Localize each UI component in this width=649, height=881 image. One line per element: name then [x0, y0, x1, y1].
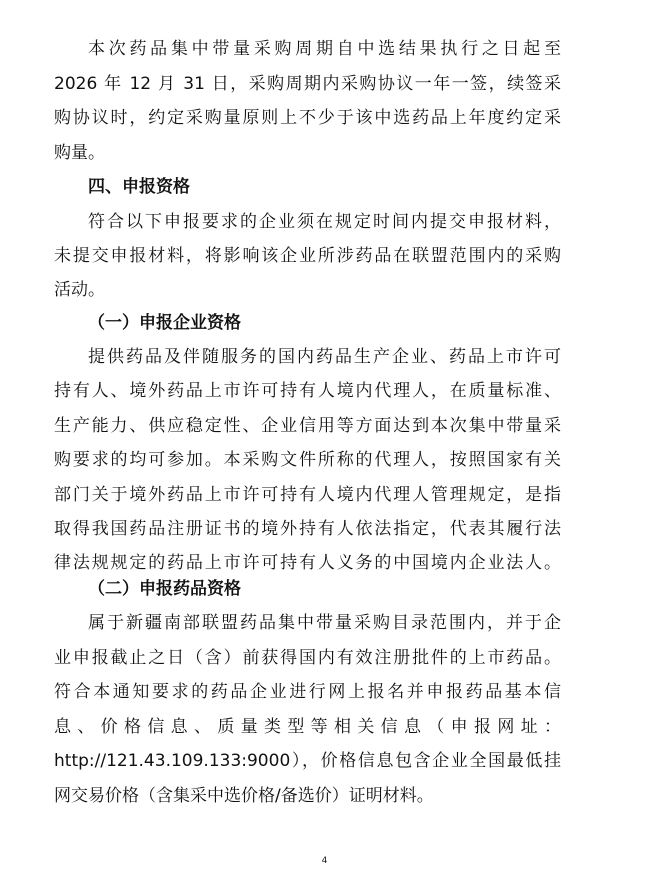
section-heading: 四、申报资格	[88, 177, 190, 197]
paragraph-2-line-2: 未提交申报材料，将影响该企业所涉药品在联盟范围内的采购	[54, 246, 561, 266]
paragraph-3-line-3: 生产能力、供应稳定性、企业信用等方面达到本次集中带量采	[54, 416, 561, 436]
subsection-heading-drug: （二）申报药品资格	[88, 579, 241, 599]
paragraph-1-line-1: 本次药品集中带量采购周期自中选结果执行之日起至	[88, 39, 561, 59]
paragraph-4-line-2: 业申报截止之日（含）前获得国内有效注册批件的上市药品。	[54, 648, 561, 668]
paragraph-4-line-1: 属于新疆南部联盟药品集中带量采购目录范围内，并于企	[88, 613, 561, 633]
paragraph-3-line-6: 取得我国药品注册证书的境外持有人依法指定，代表其履行法	[54, 519, 561, 539]
paragraph-2-line-3: 活动。	[54, 280, 105, 300]
paragraph-4-line-4: 息、价格信息、质量类型等相关信息（申报网址：	[54, 717, 561, 737]
paragraph-1-line-4: 购量。	[54, 143, 105, 163]
paragraph-1-line-3: 购协议时，约定采购量原则上不少于该中选药品上年度约定采	[54, 108, 561, 128]
paragraph-3-line-2: 持有人、境外药品上市许可持有人境内代理人，在质量标准、	[54, 381, 561, 401]
paragraph-3-line-1: 提供药品及伴随服务的国内药品生产企业、药品上市许可	[88, 347, 561, 367]
paragraph-3-line-4: 购要求的均可参加。本采购文件所称的代理人，按照国家有关	[54, 450, 561, 470]
subsection-heading-enterprise: （一）申报企业资格	[88, 313, 241, 333]
paragraph-1-line-2: 2026 年 12 月 31 日，采购周期内采购协议一年一签，续签采	[54, 74, 561, 94]
paragraph-4-line-5: http://121.43.109.133:9000），价格信息包含企业全国最低挂	[54, 751, 561, 771]
paragraph-3-line-7: 律法规规定的药品上市许可持有人义务的中国境内企业法人。	[54, 553, 561, 573]
paragraph-4-line-3: 符合本通知要求的药品企业进行网上报名并申报药品基本信	[54, 682, 561, 702]
page-number: 4	[321, 856, 328, 866]
paragraph-4-line-6: 网交易价格（含集采中选价格/备选价）证明材料。	[54, 786, 434, 806]
paragraph-3-line-5: 部门关于境外药品上市许可持有人境内代理人管理规定，是指	[54, 485, 561, 505]
paragraph-2-line-1: 符合以下申报要求的企业须在规定时间内提交申报材料，	[88, 212, 561, 232]
